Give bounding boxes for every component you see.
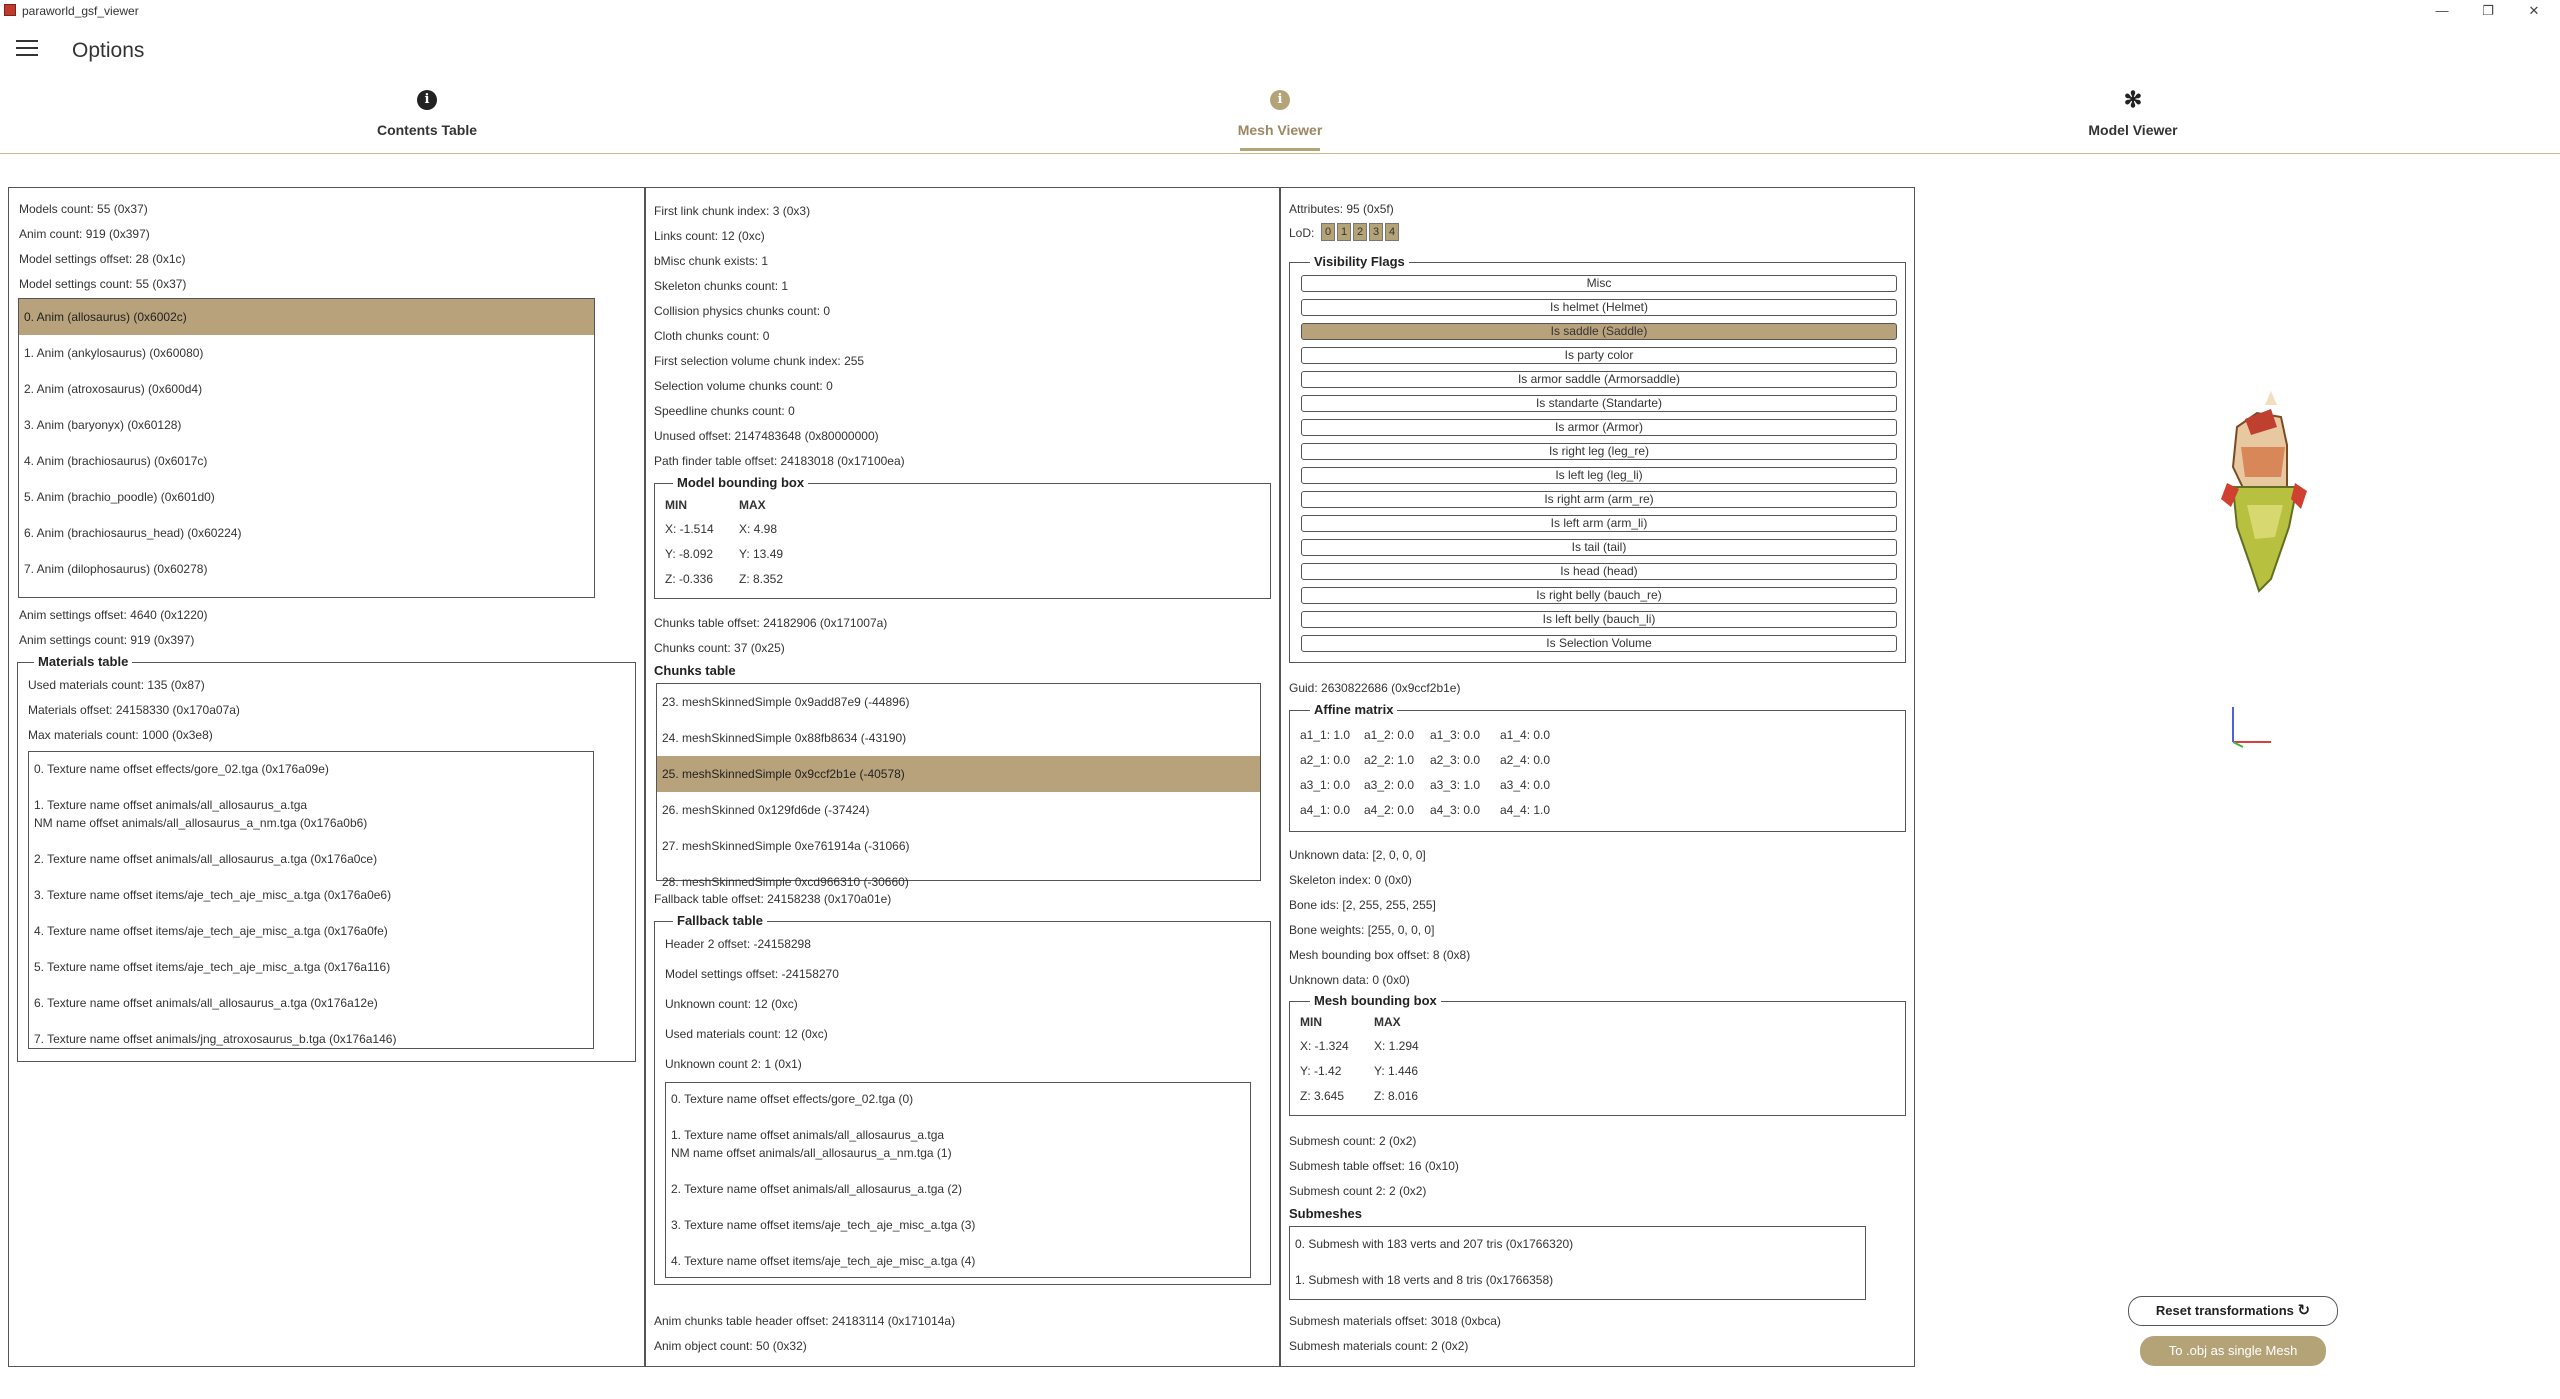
materials-offset: Materials offset: 24158330 (0x170a07a) xyxy=(28,703,240,717)
close-button[interactable]: ✕ xyxy=(2528,3,2540,18)
guid: Guid: 2630822686 (0x9ccf2b1e) xyxy=(1289,681,1461,695)
flag-toggle[interactable]: Is left belly (bauch_li) xyxy=(1301,611,1897,628)
model-settings-count: Model settings count: 55 (0x37) xyxy=(19,277,187,291)
anim-settings-count: Anim settings count: 919 (0x397) xyxy=(19,633,195,647)
flag-toggle[interactable]: Is standarte (Standarte) xyxy=(1301,395,1897,412)
lod-toggle[interactable]: 1 xyxy=(1337,223,1351,241)
matrix-cell: a3_4: 0.0 xyxy=(1500,778,1551,792)
matrix-cell: a2_1: 0.0 xyxy=(1300,753,1351,767)
mesh-bbox-title: Mesh bounding box xyxy=(1310,993,1441,1008)
model-graph-icon: ✻ xyxy=(2123,87,2143,113)
max-header: MAX xyxy=(1374,1015,1401,1029)
tab-label: Contents Table xyxy=(376,122,478,138)
list-item[interactable]: 1. Anim (ankylosaurus) (0x60080) xyxy=(24,346,204,360)
export-obj-button[interactable]: To .obj as single Mesh xyxy=(2140,1336,2326,1366)
active-tab-indicator xyxy=(1240,148,1320,151)
info-line: Unknown count 2: 1 (0x1) xyxy=(665,1057,802,1071)
mesh-info-panel[interactable] xyxy=(1280,187,1915,1367)
tab-bar xyxy=(0,84,2560,154)
chunks-panel[interactable] xyxy=(645,187,1280,1367)
submeshes-list[interactable] xyxy=(1289,1226,1866,1300)
matrix-cell: a1_3: 0.0 xyxy=(1430,728,1481,742)
bbox-y-min: Y: -8.092 xyxy=(665,547,714,561)
matrix-cell: a2_4: 0.0 xyxy=(1500,753,1551,767)
model-bounding-box xyxy=(654,475,1271,599)
flag-toggle[interactable]: Is left arm (arm_li) xyxy=(1301,515,1897,532)
mesh-render xyxy=(1915,187,2555,1367)
list-item[interactable]: 2. Texture name offset animals/all_allosaurus_a.tga (0x176a0ce) xyxy=(34,852,378,866)
list-item[interactable]: 2. Texture name offset animals/all_allosaurus_a.tga (2) xyxy=(671,1182,963,1196)
lod-toggle[interactable]: 0 xyxy=(1321,223,1335,241)
list-item[interactable]: 5. Texture name offset items/aje_tech_aje_misc_a.tga (0x176a116) xyxy=(34,960,391,974)
lod-toggle[interactable]: 2 xyxy=(1353,223,1367,241)
info-line: Mesh bounding box offset: 8 (0x8) xyxy=(1289,948,1471,962)
info-line: First link chunk index: 3 (0x3) xyxy=(654,204,811,218)
submesh-table-offset: Submesh table offset: 16 (0x10) xyxy=(1289,1159,1459,1173)
info-line: Bone weights: [255, 0, 0, 0] xyxy=(1289,923,1435,937)
model-settings-offset: Model settings offset: 28 (0x1c) xyxy=(19,252,186,266)
visibility-flags xyxy=(1289,254,1906,663)
list-item[interactable]: NM name offset animals/all_allosaurus_a_nm.tga (0x176a0b6) xyxy=(34,816,368,830)
matrix-cell: a4_4: 1.0 xyxy=(1500,803,1551,817)
info-line: Skeleton index: 0 (0x0) xyxy=(1289,873,1412,887)
attributes: Attributes: 95 (0x5f) xyxy=(1289,202,1394,216)
list-item[interactable]: 5. Anim (brachio_poodle) (0x601d0) xyxy=(24,490,215,504)
flag-toggle[interactable]: Is helmet (Helmet) xyxy=(1301,299,1897,316)
flag-toggle[interactable]: Is saddle (Saddle) xyxy=(1301,323,1897,340)
list-item[interactable]: 7. Anim (dilophosaurus) (0x60278) xyxy=(24,562,208,576)
list-item[interactable]: 0. Texture name offset effects/gore_02.tga (0x176a09e) xyxy=(34,762,329,776)
matrix-cell: a4_1: 0.0 xyxy=(1300,803,1351,817)
info-line: Unknown data: [2, 0, 0, 0] xyxy=(1289,848,1426,862)
list-item[interactable]: 4. Anim (brachiosaurus) (0x6017c) xyxy=(24,454,208,468)
min-header: MIN xyxy=(1300,1015,1322,1029)
bbox-y-min: Y: -1.42 xyxy=(1300,1064,1342,1078)
title-bar xyxy=(0,0,2560,22)
affine-matrix xyxy=(1289,702,1906,832)
app-icon xyxy=(4,4,16,16)
anim-settings-offset: Anim settings offset: 4640 (0x1220) xyxy=(19,608,208,622)
info-line: Selection volume chunks count: 0 xyxy=(654,379,833,393)
affine-matrix-title: Affine matrix xyxy=(1310,702,1397,717)
tab-label: Mesh Viewer xyxy=(1237,122,1323,138)
submesh-count-2: Submesh count 2: 2 (0x2) xyxy=(1289,1184,1427,1198)
anim-object-count: Anim object count: 50 (0x32) xyxy=(654,1339,807,1353)
flag-toggle[interactable]: Is head (head) xyxy=(1301,563,1897,580)
anim-list[interactable] xyxy=(18,298,595,598)
info-line: Path finder table offset: 24183018 (0x17100ea) xyxy=(654,454,905,468)
list-item[interactable]: NM name offset animals/all_allosaurus_a_nm.tga (1) xyxy=(671,1146,952,1160)
anim-chunks-offset: Anim chunks table header offset: 24183114 (0x171014a) xyxy=(654,1314,956,1328)
model-info-panel[interactable] xyxy=(8,187,645,1367)
list-item[interactable]: 3. Texture name offset items/aje_tech_aje_misc_a.tga (3) xyxy=(671,1218,976,1232)
bbox-z-min: Z: -0.336 xyxy=(665,572,714,586)
chunks-count: Chunks count: 37 (0x25) xyxy=(654,641,785,655)
list-item[interactable]: 0. Texture name offset effects/gore_02.tga (0) xyxy=(671,1092,914,1106)
saddle-mesh-render xyxy=(2221,391,2307,591)
list-item[interactable]: 6. Texture name offset animals/all_allosaurus_a.tga (0x176a12e) xyxy=(34,996,378,1010)
info-line: Bone ids: [2, 255, 255, 255] xyxy=(1289,898,1436,912)
materials-list[interactable] xyxy=(28,751,594,1049)
info-line: Links count: 12 (0xc) xyxy=(654,229,765,243)
flag-toggle[interactable]: Is left leg (leg_li) xyxy=(1301,467,1897,484)
matrix-cell: a1_1: 1.0 xyxy=(1300,728,1351,742)
flag-toggle[interactable]: Is armor (Armor) xyxy=(1301,419,1897,436)
refresh-icon: ↻ xyxy=(2297,1302,2311,1319)
list-item[interactable]: 28. meshSkinnedSimple 0xcd966310 (-30660) xyxy=(662,875,909,889)
matrix-cell: a1_4: 0.0 xyxy=(1500,728,1551,742)
bbox-z-max: Z: 8.352 xyxy=(739,572,784,586)
min-header: MIN xyxy=(665,498,687,512)
mesh-bounding-box xyxy=(1289,993,1906,1116)
list-item[interactable]: 25. meshSkinnedSimple 0x9ccf2b1e (-40578) xyxy=(657,756,1260,792)
list-item[interactable]: 1. Submesh with 18 verts and 8 tris (0x1766358) xyxy=(1295,1273,1554,1287)
lod-toggle[interactable]: 4 xyxy=(1385,223,1399,241)
matrix-cell: a2_3: 0.0 xyxy=(1430,753,1481,767)
submesh-count: Submesh count: 2 (0x2) xyxy=(1289,1134,1417,1148)
bbox-z-min: Z: 3.645 xyxy=(1300,1089,1345,1103)
list-item[interactable]: 7. Texture name offset animals/jng_atroxosaurus_b.tga (0x176a146) xyxy=(34,1032,397,1046)
matrix-cell: a4_2: 0.0 xyxy=(1364,803,1415,817)
lod-label: LoD: xyxy=(1289,226,1315,240)
info-line: Used materials count: 12 (0xc) xyxy=(665,1027,828,1041)
app-bar xyxy=(0,26,2560,78)
max-header: MAX xyxy=(739,498,766,512)
list-item[interactable]: 3. Anim (baryonyx) (0x60128) xyxy=(24,418,182,432)
submesh-materials-count: Submesh materials count: 2 (0x2) xyxy=(1289,1339,1469,1353)
bbox-y-max: Y: 13.49 xyxy=(739,547,784,561)
bbox-x-min: X: -1.324 xyxy=(1300,1039,1349,1053)
info-line: Unknown count: 12 (0xc) xyxy=(665,997,798,1011)
mesh-3d-viewport[interactable] xyxy=(1915,187,2555,1367)
matrix-cell: a3_3: 1.0 xyxy=(1430,778,1481,792)
list-item[interactable]: 0. Submesh with 183 verts and 207 tris (0x1766320) xyxy=(1295,1237,1574,1251)
info-line: Skeleton chunks count: 1 xyxy=(654,279,789,293)
tab-label: Model Viewer xyxy=(2088,122,2178,138)
flag-toggle[interactable]: Is right arm (arm_re) xyxy=(1301,491,1897,508)
bbox-z-max: Z: 8.016 xyxy=(1374,1089,1419,1103)
reset-transformations-button[interactable] xyxy=(2128,1296,2338,1326)
lod-selector[interactable] xyxy=(1321,223,1411,243)
page-title: Options xyxy=(72,39,145,62)
info-line: Unknown data: 0 (0x0) xyxy=(1289,973,1410,987)
info-line: Unused offset: 2147483648 (0x80000000) xyxy=(654,429,879,443)
flag-toggle[interactable]: Is armor saddle (Armorsaddle) xyxy=(1301,371,1897,388)
reset-label: Reset transformations xyxy=(2155,1303,2294,1318)
max-materials-count: Max materials count: 1000 (0x3e8) xyxy=(28,728,213,742)
bbox-x-min: X: -1.514 xyxy=(665,522,714,536)
axis-gizmo xyxy=(2233,707,2271,747)
info-line: First selection volume chunk index: 255 xyxy=(654,354,865,368)
models-count: Models count: 55 (0x37) xyxy=(19,202,148,216)
anim-count: Anim count: 919 (0x397) xyxy=(19,227,150,241)
bbox-y-max: Y: 1.446 xyxy=(1374,1064,1419,1078)
list-item[interactable]: 26. meshSkinned 0x129fd6de (-37424) xyxy=(662,803,870,817)
list-item[interactable]: 2. Anim (atroxosaurus) (0x600d4) xyxy=(24,382,203,396)
minimize-button[interactable]: — xyxy=(2435,3,2449,18)
submesh-materials-offset: Submesh materials offset: 3018 (0xbca) xyxy=(1289,1314,1501,1328)
info-line: Collision physics chunks count: 0 xyxy=(654,304,831,318)
list-item[interactable]: 3. Texture name offset items/aje_tech_aje_misc_a.tga (0x176a0e6) xyxy=(34,888,392,902)
info-line: Header 2 offset: -24158298 xyxy=(665,937,811,951)
info-icon: i xyxy=(417,90,437,110)
tab-model-viewer[interactable] xyxy=(2053,84,2213,154)
info-line: Speedline chunks count: 0 xyxy=(654,404,795,418)
window-title: paraworld_gsf_viewer xyxy=(22,4,139,18)
used-materials-count: Used materials count: 135 (0x87) xyxy=(28,678,205,692)
info-line: Cloth chunks count: 0 xyxy=(654,329,770,343)
list-item[interactable]: 24. meshSkinnedSimple 0x88fb8634 (-43190) xyxy=(662,731,907,745)
list-item[interactable]: 23. meshSkinnedSimple 0x9add87e9 (-44896) xyxy=(662,695,910,709)
flag-toggle[interactable]: Is party color xyxy=(1301,347,1897,364)
fallback-table xyxy=(654,913,1271,1285)
info-icon: i xyxy=(1270,90,1290,110)
flag-toggle[interactable]: Is tail (tail) xyxy=(1301,539,1897,556)
flag-toggle[interactable]: Misc xyxy=(1301,275,1897,292)
fallback-table-title: Fallback table xyxy=(673,913,767,928)
tab-mesh-viewer[interactable] xyxy=(1200,84,1360,154)
flag-toggle[interactable]: Is right leg (leg_re) xyxy=(1301,443,1897,460)
bbox-x-max: X: 1.294 xyxy=(1374,1039,1419,1053)
hamburger-menu-icon[interactable] xyxy=(16,40,38,60)
visibility-flags-title: Visibility Flags xyxy=(1310,254,1409,269)
submeshes-title: Submeshes xyxy=(1289,1206,1362,1221)
lod-toggle[interactable]: 3 xyxy=(1369,223,1383,241)
list-item[interactable]: 4. Texture name offset items/aje_tech_aje_misc_a.tga (4) xyxy=(671,1254,976,1268)
list-item[interactable]: 6. Anim (brachiosaurus_head) (0x60224) xyxy=(24,526,242,540)
list-item[interactable]: 1. Texture name offset animals/all_allosaurus_a.tga xyxy=(671,1128,945,1142)
materials-table-title: Materials table xyxy=(34,654,132,669)
tab-contents-table[interactable] xyxy=(347,84,507,154)
list-item[interactable]: 4. Texture name offset items/aje_tech_aje_misc_a.tga (0x176a0fe) xyxy=(34,924,388,938)
info-line: bMisc chunk exists: 1 xyxy=(654,254,769,268)
materials-table xyxy=(17,654,636,1062)
chunks-table-title: Chunks table xyxy=(654,663,736,678)
model-bbox-title: Model bounding box xyxy=(673,475,808,490)
flag-toggle[interactable]: Is Selection Volume xyxy=(1301,635,1897,652)
list-item[interactable]: 0. Anim (allosaurus) (0x6002c) xyxy=(19,299,594,335)
matrix-cell: a4_3: 0.0 xyxy=(1430,803,1481,817)
matrix-cell: a2_2: 1.0 xyxy=(1364,753,1415,767)
fallback-table-offset: Fallback table offset: 24158238 (0x170a01e) xyxy=(654,892,892,906)
restore-button[interactable]: ❐ xyxy=(2482,3,2494,18)
bbox-x-max: X: 4.98 xyxy=(739,522,778,536)
matrix-cell: a1_2: 0.0 xyxy=(1364,728,1415,742)
chunks-table-offset: Chunks table offset: 24182906 (0x171007a) xyxy=(654,616,888,630)
list-item[interactable]: 1. Texture name offset animals/all_allosaurus_a.tga xyxy=(34,798,308,812)
flag-toggle[interactable]: Is right belly (bauch_re) xyxy=(1301,587,1897,604)
list-item[interactable]: 27. meshSkinnedSimple 0xe761914a (-31066) xyxy=(662,839,910,853)
info-line: Model settings offset: -24158270 xyxy=(665,967,839,981)
matrix-cell: a3_1: 0.0 xyxy=(1300,778,1351,792)
chunks-list[interactable] xyxy=(656,683,1261,889)
matrix-cell: a3_2: 0.0 xyxy=(1364,778,1415,792)
fallback-list[interactable] xyxy=(665,1082,1251,1278)
